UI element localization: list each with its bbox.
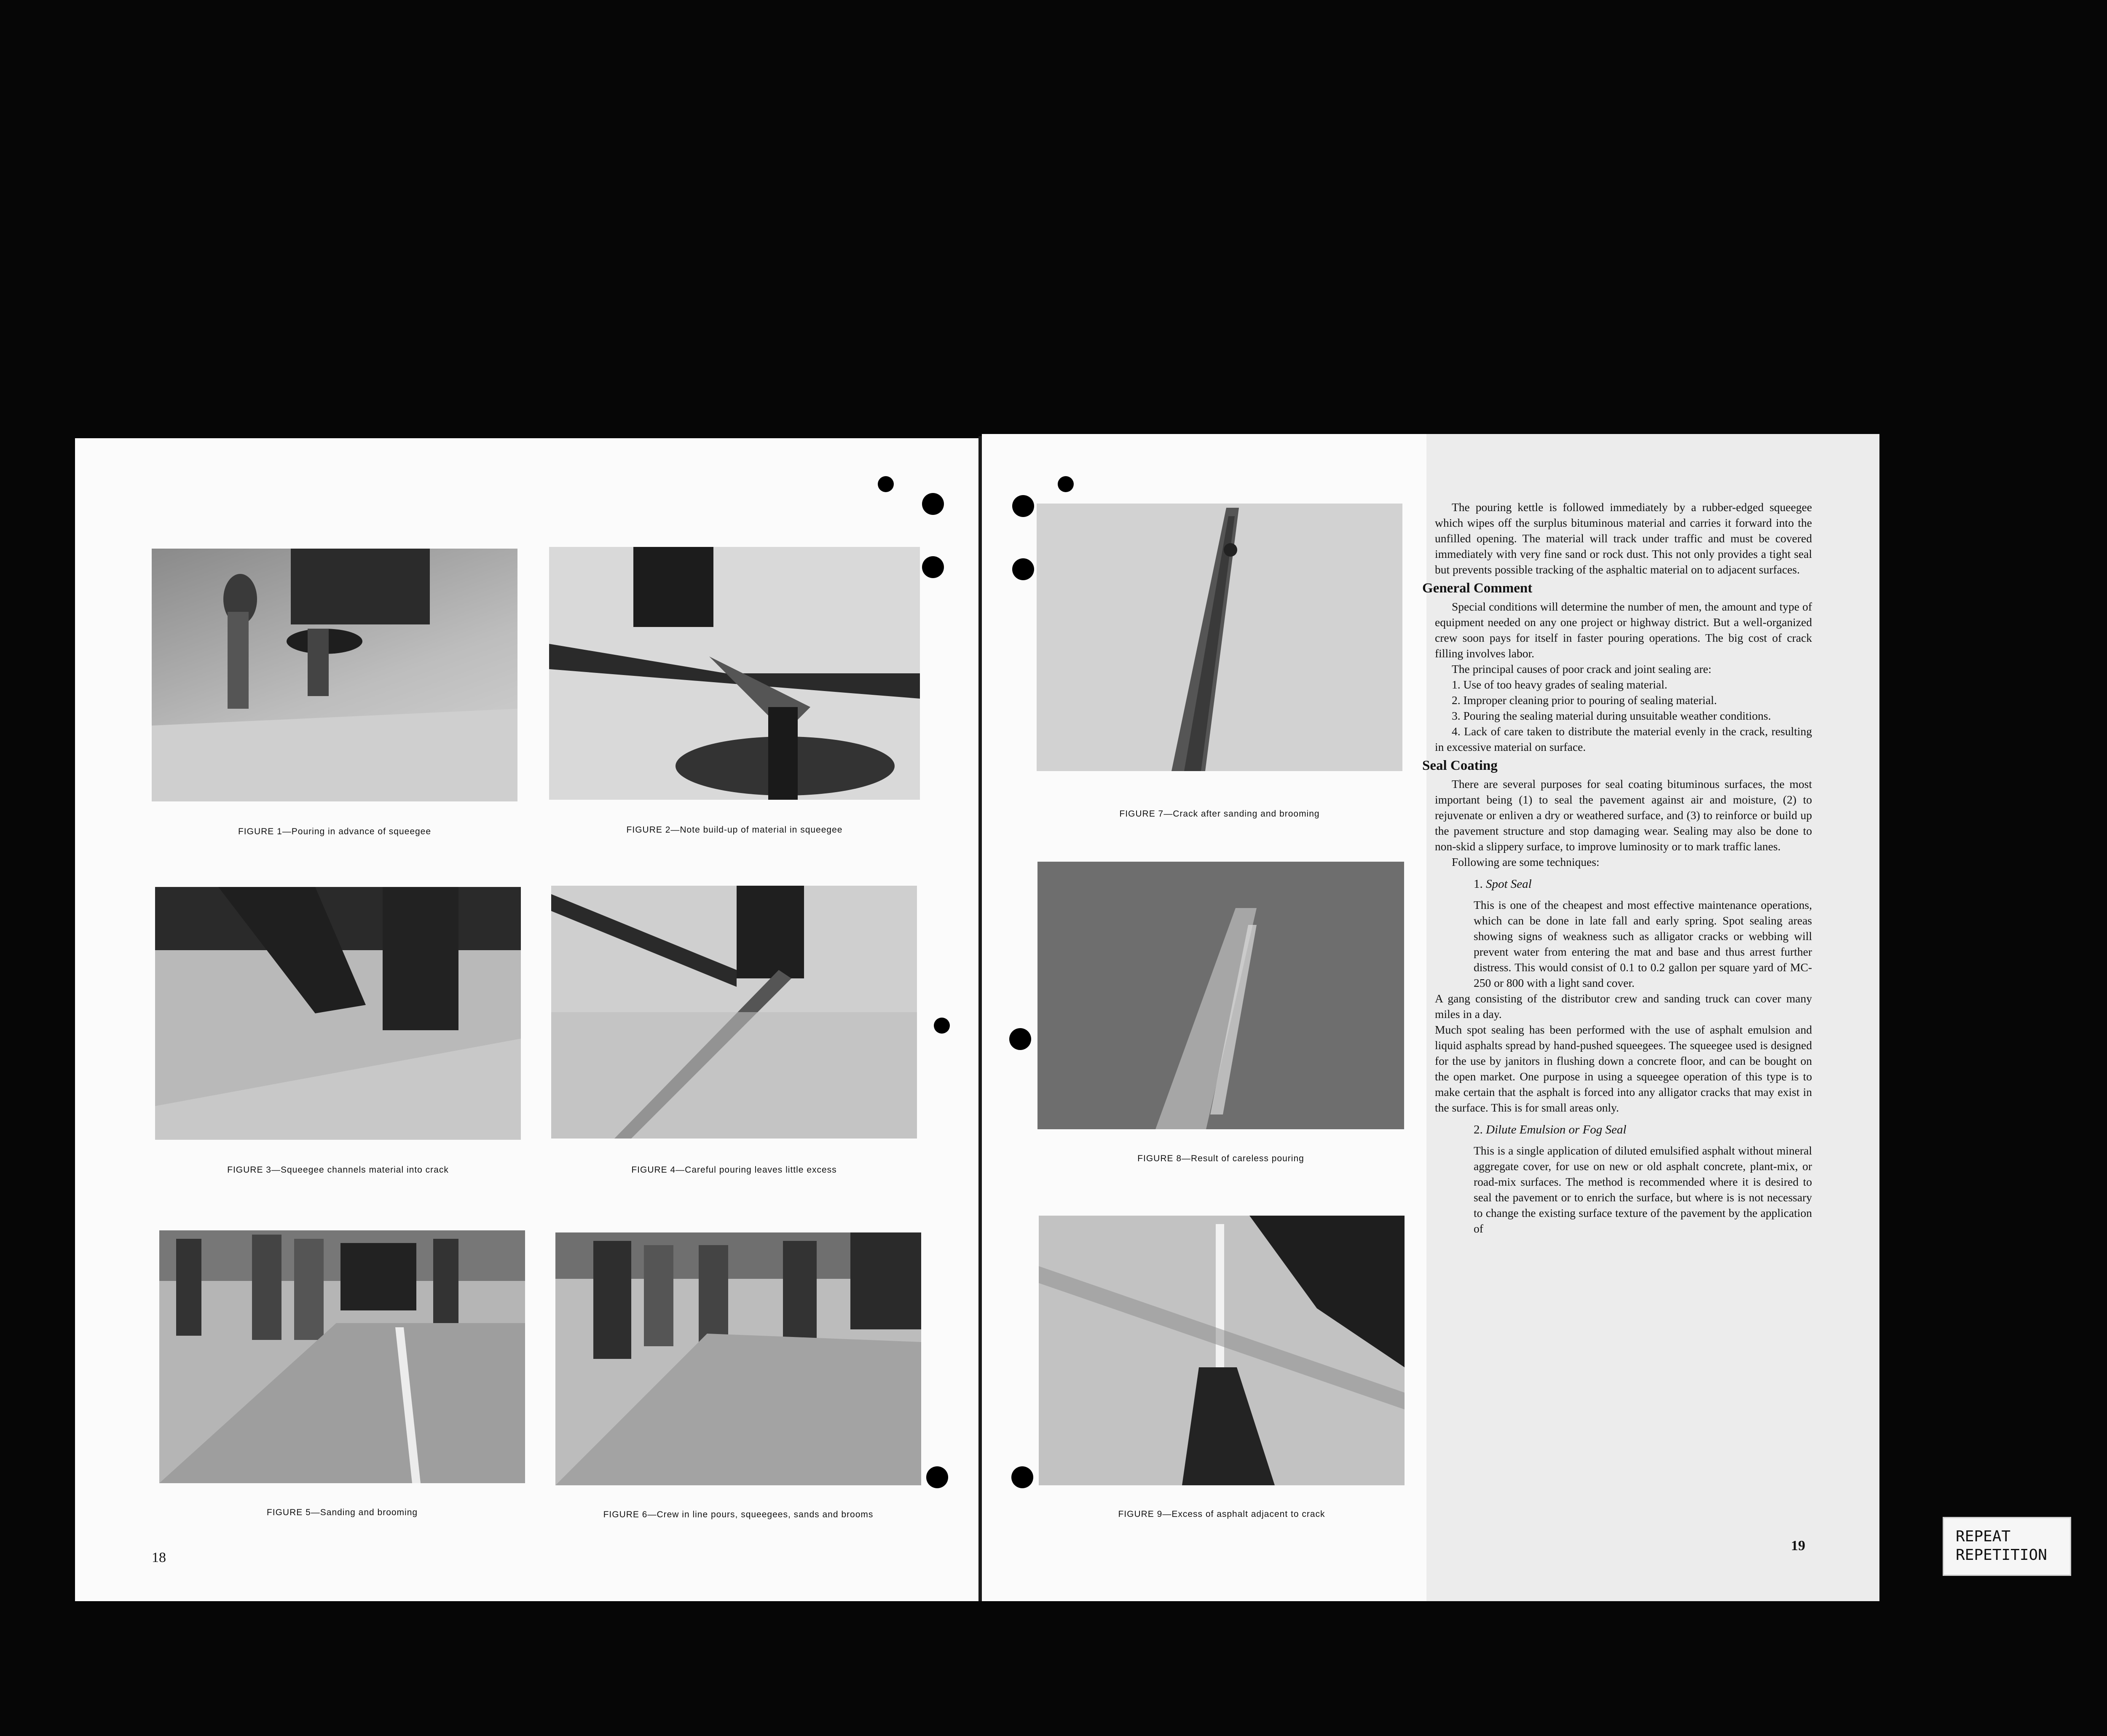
figure-5-illustration bbox=[159, 1230, 525, 1483]
figure-9-caption: FIGURE 9—Excess of asphalt adjacent to crack bbox=[1118, 1509, 1325, 1519]
binder-hole bbox=[1009, 1028, 1031, 1050]
figure-2-caption: FIGURE 2—Note build-up of material in squeegee bbox=[626, 825, 843, 835]
article-text bbox=[1422, 499, 1812, 1236]
cause-item: 1. Use of too heavy grades of sealing material. bbox=[1452, 678, 1667, 691]
cause-item: 2. Improper cleaning prior to pouring of sealing material. bbox=[1452, 694, 1717, 707]
spot-seal-section bbox=[1435, 876, 1812, 1236]
figure-3-photo bbox=[155, 887, 521, 1140]
figure-8-photo bbox=[1037, 862, 1404, 1129]
spot-seal-paragraph: Much spot sealing has been performed with the use of asphalt emulsion and liquid asphalts spread by hand-pushed squeegees. The squeegee used is designed for the use by janitors in flushing down a concrete floor, and can be bought on the open market. One purpose in using a squeegee operation of this type is to make certain that the asphalt is forced into any alligator cracks that may exist in the surface. This is for small areas only. bbox=[1435, 1023, 1812, 1114]
figure-3-illustration bbox=[155, 887, 521, 1140]
figure-9-illustration bbox=[1039, 1216, 1405, 1485]
seal-coating-paragraph-1: There are several purposes for seal coating bituminous surfaces, the most important being (1) to seal the pavement against air and moisture, (2) to rejuvenate or enliven a dry or weathered surface, and (3) to reinforce or build up the pavement structure and stop damaging wear. Sealing may also be done to non-skid a slippery surface, to improve luminosity or to mark traffic lanes. bbox=[1435, 777, 1812, 853]
seal-coating-heading: Seal Coating bbox=[1422, 758, 1498, 773]
figure-6-caption: FIGURE 6—Crew in line pours, squeegees, sands and brooms bbox=[603, 1510, 874, 1519]
fog-seal-paragraph: This is a single application of diluted emulsified asphalt without mineral aggregate cover, for use on new or old asphalt concrete, plant-mix, or road-mix surfaces. The method is recommended where it is desired to seal the pavement or to enrich the surface, but where is is not necessary to change the existing surface texture of the pavement by the application of bbox=[1474, 1144, 1812, 1235]
binder-hole bbox=[922, 493, 944, 515]
general-comment-paragraph-2: The principal causes of poor crack and joint sealing are: bbox=[1452, 662, 1712, 675]
spot-seal-paragraph: A gang consisting of the distributor crew and sanding truck can cover many miles in a day. bbox=[1435, 992, 1812, 1021]
binder-hole bbox=[934, 1018, 950, 1034]
figure-5-caption: FIGURE 5—Sanding and brooming bbox=[266, 1508, 418, 1517]
figure-4-photo bbox=[551, 886, 917, 1139]
binder-hole bbox=[878, 476, 894, 492]
binder-hole bbox=[1011, 1466, 1033, 1488]
figure-9-photo bbox=[1039, 1216, 1405, 1485]
binder-hole bbox=[926, 1466, 948, 1488]
figure-3-caption: FIGURE 3—Squeegee channels material into crack bbox=[227, 1165, 449, 1175]
binder-hole bbox=[922, 556, 944, 578]
figure-7-photo bbox=[1037, 504, 1402, 771]
figure-6-photo bbox=[555, 1232, 921, 1485]
spot-seal-paragraph: This is one of the cheapest and most effective maintenance operations, which can be done in late fall and early spring. Spot sealing areas showing signs of weakness such as alligator cracks or webbing will prevent water from entering the mat and base and thus arrest further distress. This would consist of 0.1 to 0.2 gallon per square yard of MC-250 or 800 with a light sand cover. bbox=[1474, 898, 1812, 989]
binder-hole bbox=[1012, 495, 1034, 517]
causes-list bbox=[1435, 677, 1812, 755]
figure-1-caption: FIGURE 1—Pouring in advance of squeegee bbox=[238, 827, 432, 836]
right-page bbox=[982, 434, 1879, 1601]
figure-6-illustration bbox=[555, 1232, 921, 1485]
repeat-text: REPEAT bbox=[1956, 1528, 2011, 1545]
figure-1-photo bbox=[152, 549, 517, 801]
fog-seal-heading: 2. Dilute Emulsion or Fog Seal bbox=[1474, 1123, 1627, 1136]
figure-2-photo bbox=[549, 547, 920, 800]
figure-1-illustration bbox=[152, 549, 517, 801]
binder-hole bbox=[1012, 558, 1034, 580]
cause-item: 3. Pouring the sealing material during unsuitable weather conditions. bbox=[1452, 709, 1771, 722]
figure-5-photo bbox=[159, 1230, 525, 1483]
figure-7-illustration bbox=[1037, 504, 1402, 771]
general-comment-paragraph-1: Special conditions will determine the number of men, the amount and type of equipment needed on any one project or highway district. But a well-organized crew soon pays for itself in faster pouring operations. The big cost of crack filling involves labor. bbox=[1435, 600, 1812, 660]
general-comment-heading: General Comment bbox=[1422, 581, 1533, 596]
figure-4-illustration bbox=[551, 886, 917, 1139]
figure-7-caption: FIGURE 7—Crack after sanding and brooming bbox=[1119, 809, 1320, 819]
binder-hole bbox=[1058, 476, 1074, 492]
repeat-stamp bbox=[1943, 1517, 2071, 1576]
seal-coating-paragraph-2: Following are some techniques: bbox=[1452, 855, 1600, 868]
left-page bbox=[75, 438, 979, 1601]
spot-seal-heading: 1. Spot Seal bbox=[1474, 877, 1532, 891]
left-page-number: 18 bbox=[152, 1550, 166, 1565]
figure-8-illustration bbox=[1037, 862, 1404, 1129]
figure-2-illustration bbox=[549, 547, 920, 800]
cause-item: 4. Lack of care taken to distribute the material evenly in the crack, resulting in excessive material on surface. bbox=[1435, 725, 1812, 753]
figure-8-caption: FIGURE 8—Result of careless pouring bbox=[1137, 1154, 1304, 1163]
right-page-number: 19 bbox=[1791, 1538, 1805, 1554]
intro-paragraph: The pouring kettle is followed immediately by a rubber-edged squeegee which wipes off the surplus bituminous material and carries it forward into the unfilled opening. The material will track under traffic and must be covered immediately with very fine sand or rock dust. This not only provides a tight seal but prevents possible tracking of the asphaltic material on to adjacent surfaces. bbox=[1435, 501, 1812, 576]
repetition-text: REPETITION bbox=[1956, 1546, 2047, 1564]
figure-4-caption: FIGURE 4—Careful pouring leaves little excess bbox=[631, 1165, 837, 1175]
